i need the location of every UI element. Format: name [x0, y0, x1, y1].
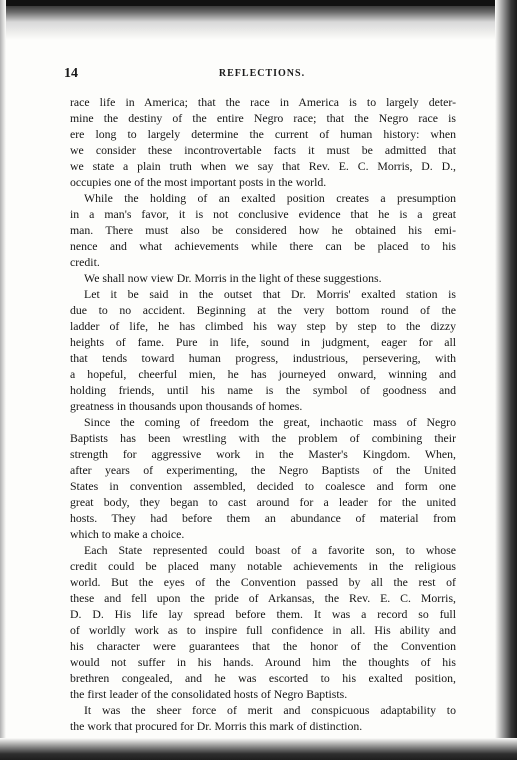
text-line: Since the coming of freedom the great, inchaotic mass of Negro	[84, 415, 456, 429]
text-line: we state a plain truth when we say that Rev. E. C. Morris, D. D.,	[70, 159, 456, 173]
text-line: after years of experimenting, the Negro Baptists of the United	[70, 463, 456, 477]
paragraph	[70, 702, 456, 734]
text-line: States in convention assembled, decided to coalesce and form one	[70, 479, 456, 493]
scan-frame-top-edge	[0, 0, 517, 6]
text-line: ladder of life, he has climbed his way step by step to the dizzy	[70, 319, 456, 333]
text-line: of worldly work as to inspire full confidence in all. His ability and	[70, 623, 456, 637]
paragraph	[70, 94, 456, 190]
text-line: race life in America; that the race in America is to largely deter-	[70, 95, 456, 109]
text-line: Each State represented could boast of a favorite son, to whose	[84, 543, 456, 557]
paragraph	[70, 414, 456, 542]
text-line: his character were guarantees that the honor of the Convention	[70, 639, 456, 653]
text-line: would not suffer in his hands. Around him the thoughts of his	[70, 655, 456, 669]
page-header	[64, 66, 460, 82]
running-head: REFLECTIONS.	[218, 68, 306, 79]
text-line: holding friends, until his name is the symbol of goodness and	[70, 383, 456, 397]
paragraph	[70, 542, 456, 702]
text-line: the work that procured for Dr. Morris this mark of distinction.	[70, 719, 363, 733]
page-number: 14	[64, 66, 78, 81]
text-line: mine the destiny of the entire Negro race; that the Negro race is	[70, 111, 456, 125]
text-line: we consider these incontrovertable facts it must be admitted that	[70, 143, 456, 157]
text-line: these and fell upon the pride of Arkansas, the Rev. E. C. Morris,	[70, 591, 456, 605]
text-line: the first leader of the consolidated hosts of Negro Baptists.	[70, 687, 348, 701]
text-line: We shall now view Dr. Morris in the light of these suggestions.	[84, 271, 382, 285]
text-line: greatness in thousands upon thousands of homes.	[70, 399, 303, 413]
text-line: credit could be placed many notable achievements in the religious	[70, 559, 456, 573]
text-line: which to make a choice.	[70, 527, 185, 541]
text-line: ere long to largely determine the current of human history: when	[70, 127, 456, 141]
text-line: a hopeful, cheerful mien, he has journeyed onward, winning and	[70, 367, 456, 381]
scan-frame-bottom	[0, 738, 517, 760]
text-line: Let it be said in the outset that Dr. Morris' exalted station is	[84, 287, 456, 301]
scan-frame-right	[495, 0, 517, 760]
text-line: hosts. They had before them an abundance of material from	[70, 511, 456, 525]
text-line: in a man's favor, it is not conclusive evidence that he is a great	[70, 207, 456, 221]
text-line: credit.	[70, 255, 100, 269]
text-line: It was the sheer force of merit and conspicuous adaptability to	[84, 703, 456, 717]
text-line: nence and what achievements while there can be placed to his	[70, 239, 456, 253]
text-line: brethren congealed, and he was escorted to his exalted position,	[70, 671, 456, 685]
text-line: While the holding of an exalted position creates a presumption	[84, 191, 456, 205]
paragraph	[70, 286, 456, 414]
text-line: that tends toward human progress, industrious, persevering, with	[70, 351, 456, 365]
text-line: strength for aggressive work in the Master's Kingdom. When,	[70, 447, 456, 461]
body-text	[70, 94, 456, 734]
scan-frame-top	[0, 0, 517, 40]
paragraph	[70, 190, 456, 270]
text-line: world. But the eyes of the Convention passed by all the rest of	[70, 575, 456, 589]
scan-frame-left	[0, 0, 6, 760]
text-line: due to no accident. Beginning at the very bottom round of the	[70, 303, 456, 317]
paragraph	[70, 270, 456, 286]
text-line: occupies one of the most important posts in the world.	[70, 175, 327, 189]
text-line: heights of fame. Pure in life, sound in judgment, eager for all	[70, 335, 456, 349]
text-line: D. D. His life lay spread before them. It was a record so full	[70, 607, 456, 621]
text-line: Baptists has been wrestling with the problem of combining their	[70, 431, 456, 445]
text-line: great body, they began to cast around for a leader for the united	[70, 495, 456, 509]
text-line: man. There must also be considered how he obtained his emi-	[70, 223, 456, 237]
